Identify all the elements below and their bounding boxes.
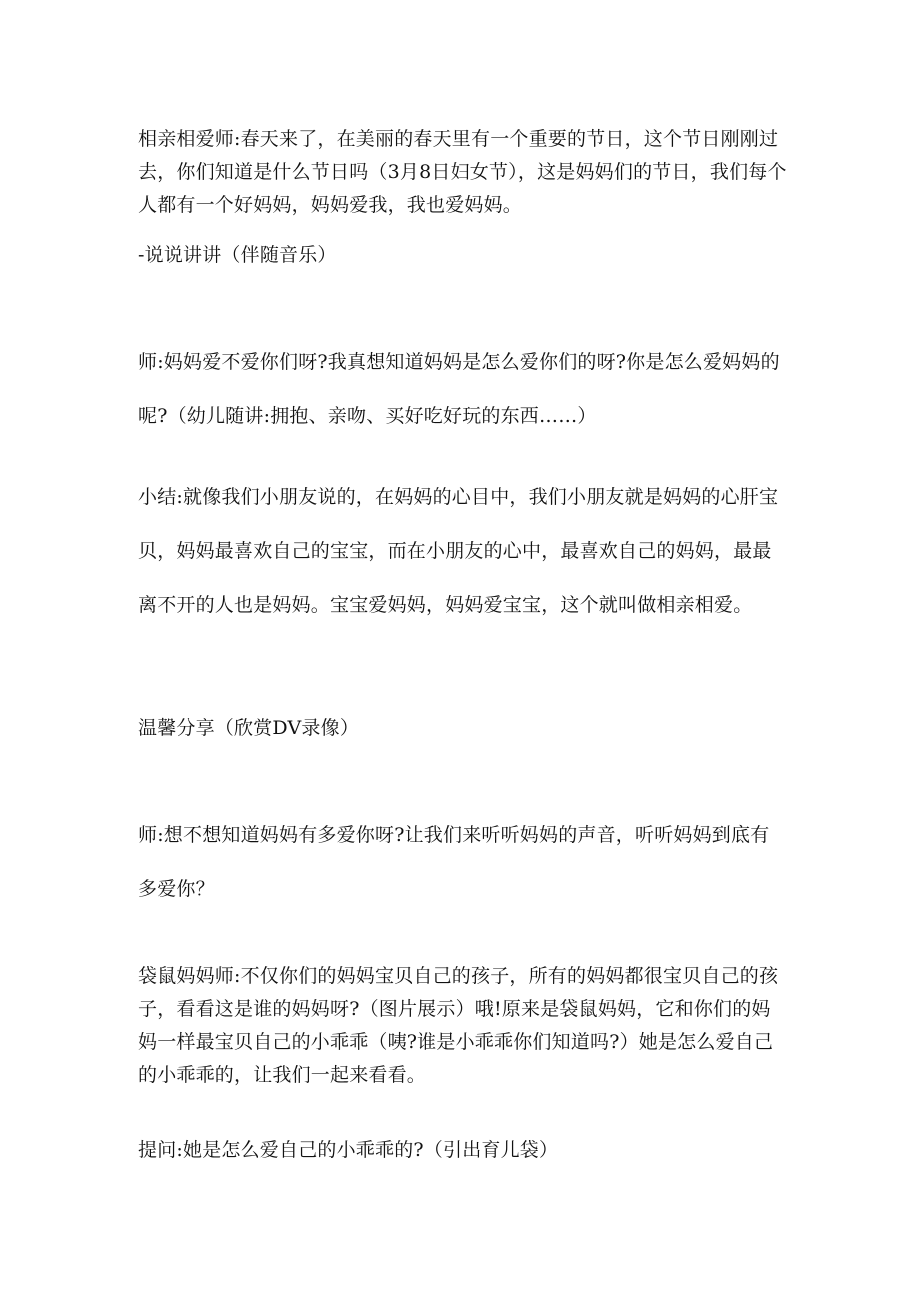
paragraph-teacher-listen: 师:想不想知道妈妈有多爱你呀?让我们来听听妈妈的声音，听听妈妈到底有多爱你？ xyxy=(138,824,770,900)
paragraph-summary: 小结:就像我们小朋友说的，在妈妈的心目中，我们小朋友就是妈妈的心肝宝贝，妈妈最喜欢自己的宝宝，而在小朋友的心中，最喜欢自己的妈妈，最最离不开的人也是妈妈。宝宝爱妈妈，妈妈爱宝宝，这个就叫做相亲相爱。 xyxy=(138,486,779,616)
paragraph-question: 提问:她是怎么爱自己的小乖乖的?（引出育儿袋） xyxy=(138,1139,559,1161)
paragraph-kangaroo: 袋鼠妈妈师:不仅你们的妈妈宝贝自己的孩子，所有的妈妈都很宝贝自己的孩子，看看这是谁的妈妈呀?（图片展示）哦!原来是袋鼠妈妈，它和你们的妈妈一样最宝贝自己的小乖乖（咦?谁是小乖乖你们知道吗?）她是怎么爱自己的小乖乖的，让我们一起来看看。 xyxy=(138,965,779,1086)
section-heading-talk: -说说讲讲（伴随音乐） xyxy=(138,244,337,266)
paragraph-teacher-question: 师:妈妈爱不爱你们呀?我真想知道妈妈是怎么爱你们的呀?你是怎么爱妈妈的呢?（幼儿随讲:拥抱、亲吻、买好吃好玩的东西……） xyxy=(138,351,780,427)
section-heading-share: 温馨分享（欣赏DV录像） xyxy=(138,717,360,739)
paragraph-intro: 相亲相爱师:春天来了，在美丽的春天里有一个重要的节日，这个节日刚刚过去，你们知道是什么节日吗（3月8日妇女节），这是妈妈们的节日，我们每个人都有一个好妈妈，妈妈爱我，我也爱妈妈。 xyxy=(138,128,787,216)
